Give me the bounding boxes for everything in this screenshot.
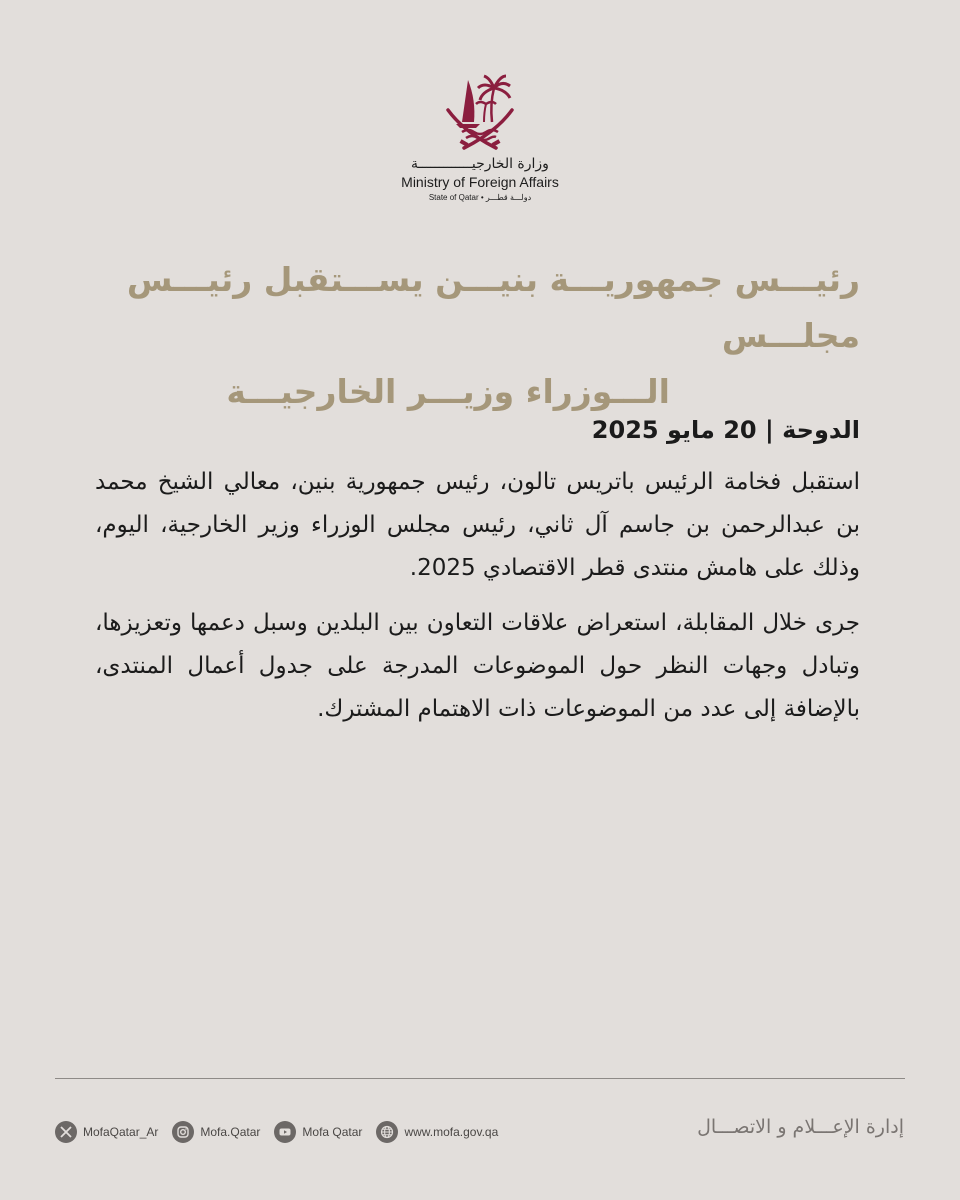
globe-icon: [376, 1121, 398, 1143]
youtube-link[interactable]: [274, 1121, 362, 1143]
footer-divider: [55, 1078, 905, 1079]
title-line-1: رئيـــس جمهوريـــة بنيـــن يســـتقبل رئيـــس مجلـــس: [126, 260, 860, 355]
state-line: [0, 193, 960, 202]
instagram-link[interactable]: [172, 1121, 260, 1143]
x-handle: MofaQatar_Ar: [83, 1125, 159, 1139]
ministry-header: [0, 70, 960, 202]
x-link[interactable]: [55, 1121, 158, 1143]
ministry-name-en: Ministry of Foreign Affairs: [401, 174, 559, 190]
x-icon: [55, 1121, 77, 1143]
page-title: [60, 252, 860, 420]
state-name-ar: دولـــة قطـــر: [485, 193, 532, 202]
state-name-en: State of Qatar: [428, 193, 479, 202]
social-links: [55, 1121, 512, 1143]
title-line-2: الـــوزراء وزيـــر الخارجيـــة: [226, 372, 670, 411]
youtube-handle: Mofa Qatar: [302, 1125, 363, 1139]
article-body: [95, 405, 860, 743]
website-url: www.mofa.gov.qa: [404, 1125, 499, 1139]
dateline: الدوحة | 20 مايو 2025: [591, 416, 860, 444]
website-link[interactable]: [376, 1121, 498, 1143]
qatar-emblem-icon: [440, 70, 520, 150]
footer-department: إدارة الإعـــلام و الاتصـــال: [697, 1116, 904, 1138]
paragraph: جرى خلال المقابلة، استعراض علاقات التعاون بين البلدين وسبل دعمها وتعزيزها، وتبادل وجهات النظر حول الموضوعات المدرجة على جدول أعمال المنتدى، بالإضافة إلى عدد من الموضوعات ذات الاهتمام المشترك.: [95, 610, 860, 722]
youtube-icon: [274, 1121, 296, 1143]
ministry-name-ar: وزارة الخارجيـــــــــــــة: [411, 156, 549, 172]
paragraph: استقبل فخامة الرئيس باتريس تالون، رئيس جمهورية بنين، معالي الشيخ محمد بن عبدالرحمن بن جاسم آل ثاني، رئيس مجلس الوزراء وزير الخارجية، اليوم، وذلك على هامش منتدى قطر الاقتصادي 2025.: [95, 469, 860, 581]
instagram-handle: Mofa.Qatar: [200, 1125, 261, 1139]
state-separator-dot: •: [480, 193, 484, 202]
instagram-icon: [172, 1121, 194, 1143]
